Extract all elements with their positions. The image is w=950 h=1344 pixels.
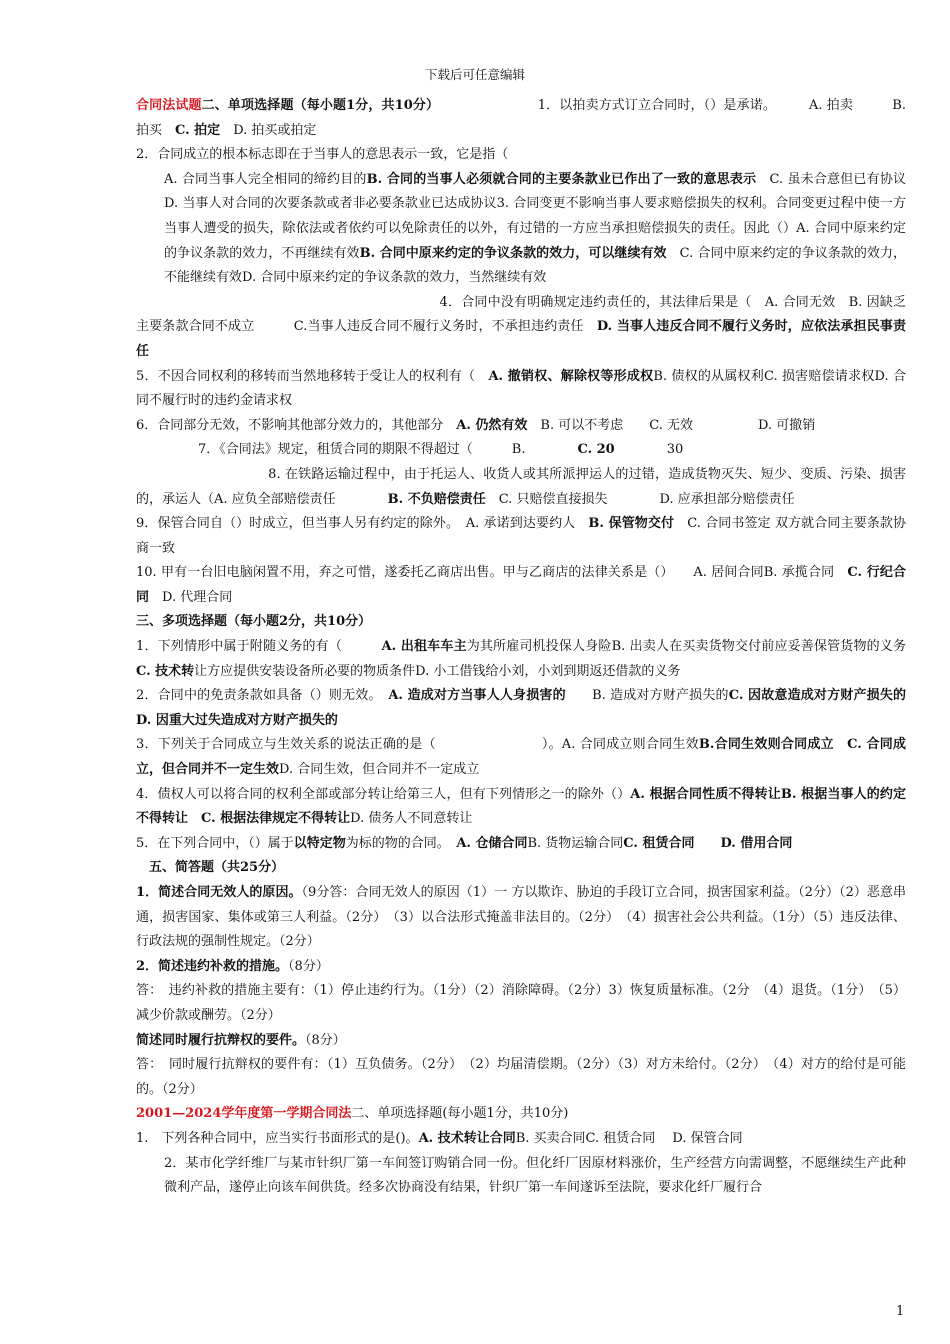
text-paragraph: [136, 365, 906, 414]
text-run: 10. 甲有一台旧电脑闲置不用，弃之可惜，遂委托乙商店出售。甲与乙商店的法律关系是（） A. 居间合同B. 承揽合同: [136, 565, 848, 581]
bold-text: 以特定物: [293, 835, 346, 851]
text-paragraph: [136, 635, 906, 684]
text-run: 5．在下列合同中，（）属于: [136, 835, 294, 851]
bold-text: C. 拍定: [175, 122, 221, 138]
bold-text: A. 仓储合同: [456, 835, 528, 851]
text-run: 为标的物的合同。: [345, 835, 457, 851]
text-run: 30: [614, 442, 684, 458]
text-paragraph: [136, 832, 906, 857]
text-run: B. 买卖合同C. 租赁合同 D. 保管合同: [515, 1130, 743, 1146]
bold-text: 三、多项选择题（每小题2分，共10分）: [136, 614, 372, 630]
bold-text: A. 出租车车主: [381, 639, 467, 655]
text-run: D. 代理合同: [149, 589, 233, 605]
text-paragraph: [136, 1127, 906, 1152]
text-run: （8分）: [305, 1032, 346, 1048]
page-number: 1: [896, 1304, 905, 1319]
bold-text: 二、单项选择题（每小题1分，共10分）: [201, 98, 433, 113]
bold-text: B. 合同的当事人必须就合同的主要条款业已作出了一致的意思表示: [366, 171, 757, 187]
text-paragraph: [136, 512, 906, 561]
text-run: B. 债权的从属权利C. 损害赔偿请求权D. 合同不履行时的违约金请求权: [136, 368, 906, 409]
section-heading-red: 合同法试题: [136, 98, 202, 113]
text-paragraph: [136, 881, 906, 955]
text-run: 7．《合同法》规定，租赁合同的期限不得超过（ B.: [198, 442, 578, 458]
text-paragraph: [136, 291, 906, 365]
text-run: 让方应提供安装设备所必要的物质条件D. 小工借钱给小刘，小刘到期返还借款的义务: [194, 663, 681, 679]
bold-text: C. 行纪合同: [136, 565, 907, 605]
bold-text: C. 租赁合同 D. 借用合同: [623, 835, 793, 851]
text-run: C. 合同书签定 双方就合同主要条款协商一致: [136, 516, 906, 556]
text-run: 9．保管合同自（）时成立，但当事人另有约定的除外。 A. 承诺到达要约人: [136, 516, 589, 532]
page-header: 下载后可任意编辑: [424, 67, 525, 82]
text-run: 答： 违约补救的措施主要有：（1）停止违约行为。（1分）（2）消除障碍。（2分）3）恢复质量标准。（2分 （4）退货。（1分） （5）减少价款或酬劳。（2分）: [136, 983, 906, 1023]
text-paragraph: [136, 1029, 906, 1054]
bold-text: A. 根据合同性质不得转让B. 根据当事人的约定不得转让 C. 根据法律规定不得转让: [136, 786, 906, 827]
text-run: 1．下列情形中属于附随义务的有（: [136, 639, 382, 655]
bold-text: A. 仍然有效: [456, 417, 528, 433]
text-paragraph: [136, 143, 906, 168]
bold-text: B. 不负赔偿责任: [387, 491, 486, 507]
text-paragraph: [136, 561, 906, 610]
bold-text: C. 因故意造成对方财产损失的 D. 因重大过失造成对方财产损失的: [136, 688, 933, 728]
text-paragraph: [136, 684, 933, 733]
text-run: 1．以拍卖方式订立合同时，（）是承诺。 A. 拍卖 B. 拍买: [136, 98, 906, 138]
text-run: 2．某市化学纤维厂与某市针织厂第一车间签订购销合同一份。但化纤厂因原材料涨价，生产经营方向需调整，不愿继续生产此种微利产品，遂停止向该车间供货。经多次协商没有结果，针织厂第一车间遂诉至法院，要求化纤厂履行合: [164, 1155, 906, 1196]
text-paragraph: [136, 168, 906, 291]
text-run: 为其所雇司机投保人身险B. 出卖人在买卖货物交付前应妥善保管货物的义务: [466, 639, 906, 655]
bold-text: C. 技术转: [136, 663, 195, 679]
text-run: （9分答：合同无效人的原因（1）一 方以欺诈、胁迫的手段订立合同，损害国家利益。（2分）（2）恶意串通，损害国家、集体或第三人利益。（2分） （3）以合法形式掩盖非法目的。（2分） （4）损害社会公共利益。（1分）（5）违反法律、行政法规的强制性规定。（2分）: [136, 885, 906, 950]
text-paragraph: [136, 1152, 906, 1201]
text-run: 8. 在铁路运输过程中，由于托运人、收货人或其所派押运人的过错，造成货物灭失、短少、变质、污染、损害的，承运人（A. 应负全部赔偿责任: [136, 466, 906, 507]
text-run: 5．不因合同权利的移转而当然地移转于受让人的权利有（: [136, 368, 489, 384]
text-run: 2．合同中的免责条款如具备（）则无效。: [136, 688, 389, 704]
text-paragraph: [136, 979, 906, 1028]
text-run: C. 虽未合意但已有协议D. 当事人对合同的次要条款或者非必要条款业已达成协议3. 合同变更不影响当事人要求赔偿损失的权利。合同变更过程中使一方当事人遭受的损失，除依法或者依约可以免除责任的以外，有过错的一方应当承担赔偿损失的责任。因此（）A. 合同中原来约定的争议条款的效力，不再继续有效: [164, 171, 907, 261]
bold-text: C. 20: [577, 442, 615, 458]
bold-text: A. 造成对方当事人人身损害的: [388, 688, 566, 704]
bold-text: B. 保管物交付: [588, 516, 675, 532]
text-paragraph: [136, 733, 906, 782]
text-paragraph: [136, 856, 906, 881]
text-paragraph: [136, 94, 906, 143]
text-paragraph: [136, 1102, 906, 1127]
text-run: B. 货物运输合同: [527, 835, 624, 851]
text-paragraph: [136, 783, 906, 832]
bold-text: A. 技术转让合同: [418, 1130, 516, 1146]
text-paragraph: [136, 438, 906, 463]
text-run: （8分）: [288, 958, 329, 974]
text-paragraph: [136, 414, 906, 439]
text-run: C. 只赔偿直接损失 D. 应承担部分赔偿责任: [485, 491, 795, 507]
bold-text: 1．简述合同无效人的原因。: [136, 885, 302, 900]
bold-text: A. 撤销权、解除权等形成权: [488, 368, 654, 384]
text-run: 4．合同中没有明确规定违约责任的，其法律后果是（ A. 合同无效 B. 因缺乏主要条款合同不成立 C.当事人违反合同不履行义务时，不承担违约责任: [136, 294, 906, 335]
text-run: 2．合同成立的根本标志即在于当事人的意思表示一致，它是指（: [136, 147, 509, 163]
text-run: A. 合同当事人完全相同的缔约目的: [164, 171, 367, 187]
text-paragraph: [136, 1053, 906, 1102]
text-run: D. 拍买或拍定: [220, 122, 317, 138]
text-run: 4．债权人可以将合同的权利全部或部分转让给第三人，但有下列情形之一的除外（）: [136, 786, 631, 802]
text-run: D. 债务人不同意转让: [350, 811, 473, 827]
bold-text: D. 当事人违反合同不履行义务时，应依法承担民事责任: [136, 319, 906, 359]
text-paragraph: [136, 463, 906, 512]
text-run: D. 合同生效，但合同并不一定成立: [279, 762, 480, 778]
text-paragraph: [136, 610, 906, 635]
text-run: 3．下列关于合同成立与生效关系的说法正确的是（ ）。A. 合同成立则合同生效: [136, 737, 699, 753]
document-body: [136, 94, 933, 1201]
text-run: B. 造成对方财产损失的: [565, 688, 729, 704]
text-run: 答： 同时履行抗辩权的要件有：（1）互负债务。（2分） （2）均届清偿期。（2分）（3）对方未给付。（2分） （4）对方的给付是可能的。（2分）: [136, 1057, 906, 1097]
text-run: 6．合同部分无效，不影响其他部分效力的，其他部分: [136, 417, 457, 433]
text-run: B. 可以不考虑 C. 无效 D. 可撤销: [527, 417, 816, 433]
bold-text: 简述同时履行抗辩权的要件。: [136, 1032, 306, 1048]
section-heading-red: 2001—2024学年度第一学期合同法: [136, 1106, 352, 1122]
text-run: 1. 下列各种合同中，应当实行书面形式的是()。: [136, 1130, 419, 1146]
text-run: C. 合同中原来约定的争议条款的效力，不能继续有效D. 合同中原来约定的争议条款的效力，当然继续有效: [164, 245, 907, 286]
bold-text: B.合同生效则合同成立 C. 合同成立，但合同并不一定生效: [136, 737, 906, 778]
text-run: 二、单项选择题(每小题1分，共10分): [351, 1106, 569, 1122]
bold-text: B. 合同中原来约定的争议条款的效力，可以继续有效: [359, 245, 667, 261]
text-paragraph: [136, 955, 906, 980]
bold-text: 2．简述违约补救的措施。: [136, 958, 289, 974]
bold-text: 五、简答题（共25分）: [136, 860, 285, 876]
